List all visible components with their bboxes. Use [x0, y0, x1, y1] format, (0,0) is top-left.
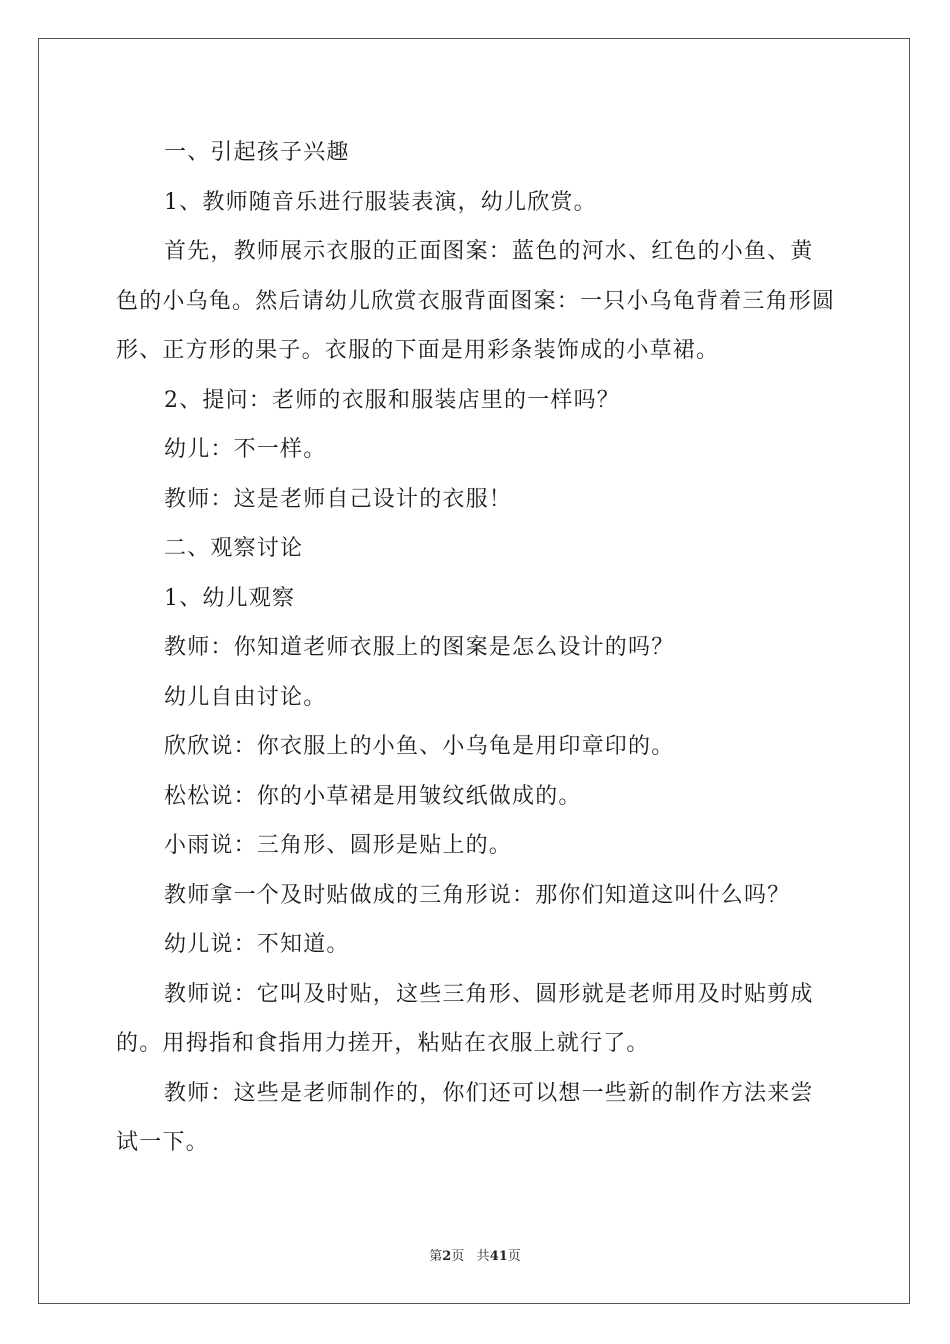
section-heading-2: 二、观察讨论 [164, 536, 304, 561]
paragraph: 1、教师随音乐进行服装表演，幼儿欣赏。 [164, 189, 597, 215]
paragraph: 1、幼儿观察 [164, 585, 296, 611]
section-heading-1: 一、引起孩子兴趣 [164, 140, 350, 165]
paragraph: 小雨说：三角形、圆形是贴上的。 [164, 833, 513, 858]
paragraph: 教师拿一个及时贴做成的三角形说：那你们知道这叫什么吗？ [164, 882, 791, 908]
paragraph: 教师说：它叫及时贴，这些三角形、圆形就是老师用及时贴剪成的。用拇指和食指用力搓开，粘贴在衣服上就行了。 [116, 981, 814, 1056]
total-pages: 41 [489, 1249, 508, 1264]
paragraph: 幼儿说：不知道。 [164, 932, 350, 957]
footer-total-suffix: 页 [507, 1249, 521, 1264]
footer-page-suffix: 页 [451, 1249, 465, 1264]
page-footer [0, 1245, 950, 1264]
paragraph: 教师：这是老师自己设计的衣服！ [164, 486, 513, 512]
paragraph: 2、提问：老师的衣服和服装店里的一样吗？ [164, 387, 620, 413]
paragraph: 教师：这些是老师制作的，你们还可以想一些新的制作方法来尝试一下。 [116, 1080, 814, 1155]
footer-total-prefix: 共 [476, 1249, 490, 1264]
paragraph: 首先，教师展示衣服的正面图案：蓝色的河水、红色的小鱼、黄色的小乌龟。然后请幼儿欣赏衣服背面图案：一只小乌龟背着三角形圆形、正方形的果子。衣服的下面是用彩条装饰成的小草裙。 [116, 239, 836, 363]
paragraph: 松松说：你的小草裙是用皱纹纸做成的。 [164, 783, 582, 809]
paragraph: 幼儿：不一样。 [164, 437, 327, 462]
paragraph: 欣欣说：你衣服上的小鱼、小乌龟是用印章印的。 [164, 734, 675, 759]
footer-prefix: 第 [429, 1249, 443, 1264]
current-page-number: 2 [442, 1249, 452, 1264]
paragraph: 教师：你知道老师衣服上的图案是怎么设计的吗？ [164, 635, 675, 660]
paragraph: 幼儿自由讨论。 [164, 684, 327, 710]
document-body [116, 128, 836, 1168]
